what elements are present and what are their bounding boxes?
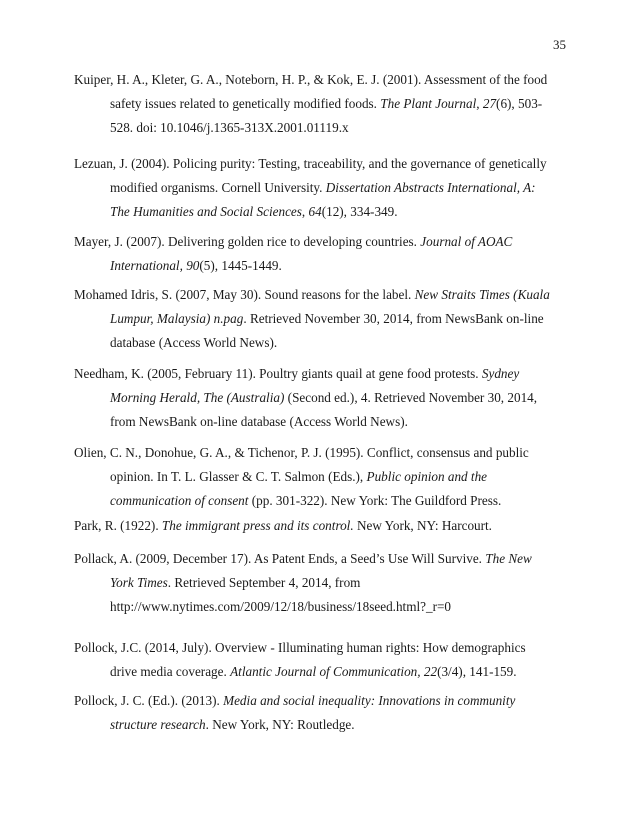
reference-italic-text: The New York Times bbox=[110, 551, 532, 591]
reference-text: Pollock, J. C. (Ed.). (2013). bbox=[74, 693, 224, 708]
reference-italic-text: Public opinion and the communication of consent bbox=[110, 469, 488, 509]
reference-text: Pollack, A. (2009, December 17). As Patent Ends, a Seed’s Use Will Survive. bbox=[74, 551, 486, 566]
reference-text: Olien, C. N., Donohue, G. A., & Tichenor, P. J. (1995). Conflict, consensus and public opinion. In T. L. Glasser & C. T. Salmon (Eds.), bbox=[74, 445, 529, 485]
reference-text: Mayer, J. (2007). Delivering golden rice to developing countries. bbox=[74, 234, 421, 249]
reference-italic-text: 27 bbox=[482, 96, 497, 112]
reference-entry bbox=[74, 636, 554, 684]
reference-text: (5), 1445-1449. bbox=[199, 258, 282, 274]
reference-text: , bbox=[301, 204, 309, 220]
reference-text: (6), 503-528. doi: 10.1046/j.1365-313X.2001.01119.x bbox=[110, 96, 543, 136]
reference-text: Lezuan, J. (2004). Policing purity: Testing, traceability, and the governance of genetically modified organisms. Cornell University. bbox=[74, 156, 547, 196]
reference-italic-text: 64 bbox=[308, 204, 322, 220]
reference-text: Needham, K. (2005, February 11). Poultry giants quail at gene food protests. bbox=[74, 366, 482, 381]
reference-text: (pp. 301-322). New York: The Guildford Press. bbox=[248, 493, 502, 509]
reference-text: (12), 334-349. bbox=[321, 204, 398, 220]
reference-text: . Retrieved September 4, 2014, from http://www.nytimes.com/2009/12/18/business/18seed.html?_r=0 bbox=[110, 575, 452, 615]
reference-entry bbox=[74, 441, 554, 514]
reference-italic-text: New Straits Times (Kuala Lumpur, Malaysia) n.pag bbox=[110, 287, 550, 327]
reference-italic-text: The Plant Journal bbox=[380, 96, 477, 112]
reference-entry bbox=[74, 547, 554, 620]
reference-text: New York, NY: Harcourt. bbox=[353, 518, 492, 533]
reference-text: . Retrieved November 30, 2014, from NewsBank on-line database (Access World News). bbox=[110, 311, 544, 351]
reference-italic-text: Sydney Morning Herald, The (Australia) bbox=[110, 366, 520, 406]
reference-entry bbox=[74, 514, 554, 538]
reference-entry bbox=[74, 283, 554, 356]
reference-italic-text: Journal of AOAC International, 90 bbox=[110, 234, 513, 274]
reference-entry bbox=[74, 230, 554, 278]
reference-italic-text: Atlantic Journal of Communication, 22 bbox=[230, 664, 438, 680]
reference-text: (3/4), 141-159. bbox=[437, 664, 517, 680]
reference-text: Park, R. (1922). bbox=[74, 518, 162, 533]
reference-entry bbox=[74, 689, 554, 737]
reference-text: Mohamed Idris, S. (2007, May 30). Sound reasons for the label. bbox=[74, 287, 415, 302]
reference-text: Pollock, J.C. (2014, July). Overview - Illuminating human rights: How demographics drive media coverage. bbox=[74, 640, 526, 680]
reference-text: (Second ed.), 4. Retrieved November 30, 2014, from NewsBank on-line database (Access World News). bbox=[110, 390, 538, 430]
reference-text: . New York, NY: Routledge. bbox=[205, 717, 355, 733]
reference-italic-text: Dissertation Abstracts International, A: The Humanities and Social Sciences bbox=[110, 180, 536, 220]
reference-text: Kuiper, H. A., Kleter, G. A., Noteborn, H. P., & Kok, E. J. (2001). Assessment of the food safety issues related to genetically modified foods. bbox=[74, 72, 548, 112]
reference-italic-text: Media and social inequality: Innovations in community structure research bbox=[110, 693, 516, 733]
reference-text: , bbox=[476, 96, 483, 112]
reference-italic-text: The immigrant press and its control. bbox=[161, 518, 354, 533]
reference-entry bbox=[74, 68, 554, 141]
page-number: 35 bbox=[553, 37, 566, 52]
reference-entry bbox=[74, 152, 554, 225]
reference-entry bbox=[74, 362, 554, 435]
